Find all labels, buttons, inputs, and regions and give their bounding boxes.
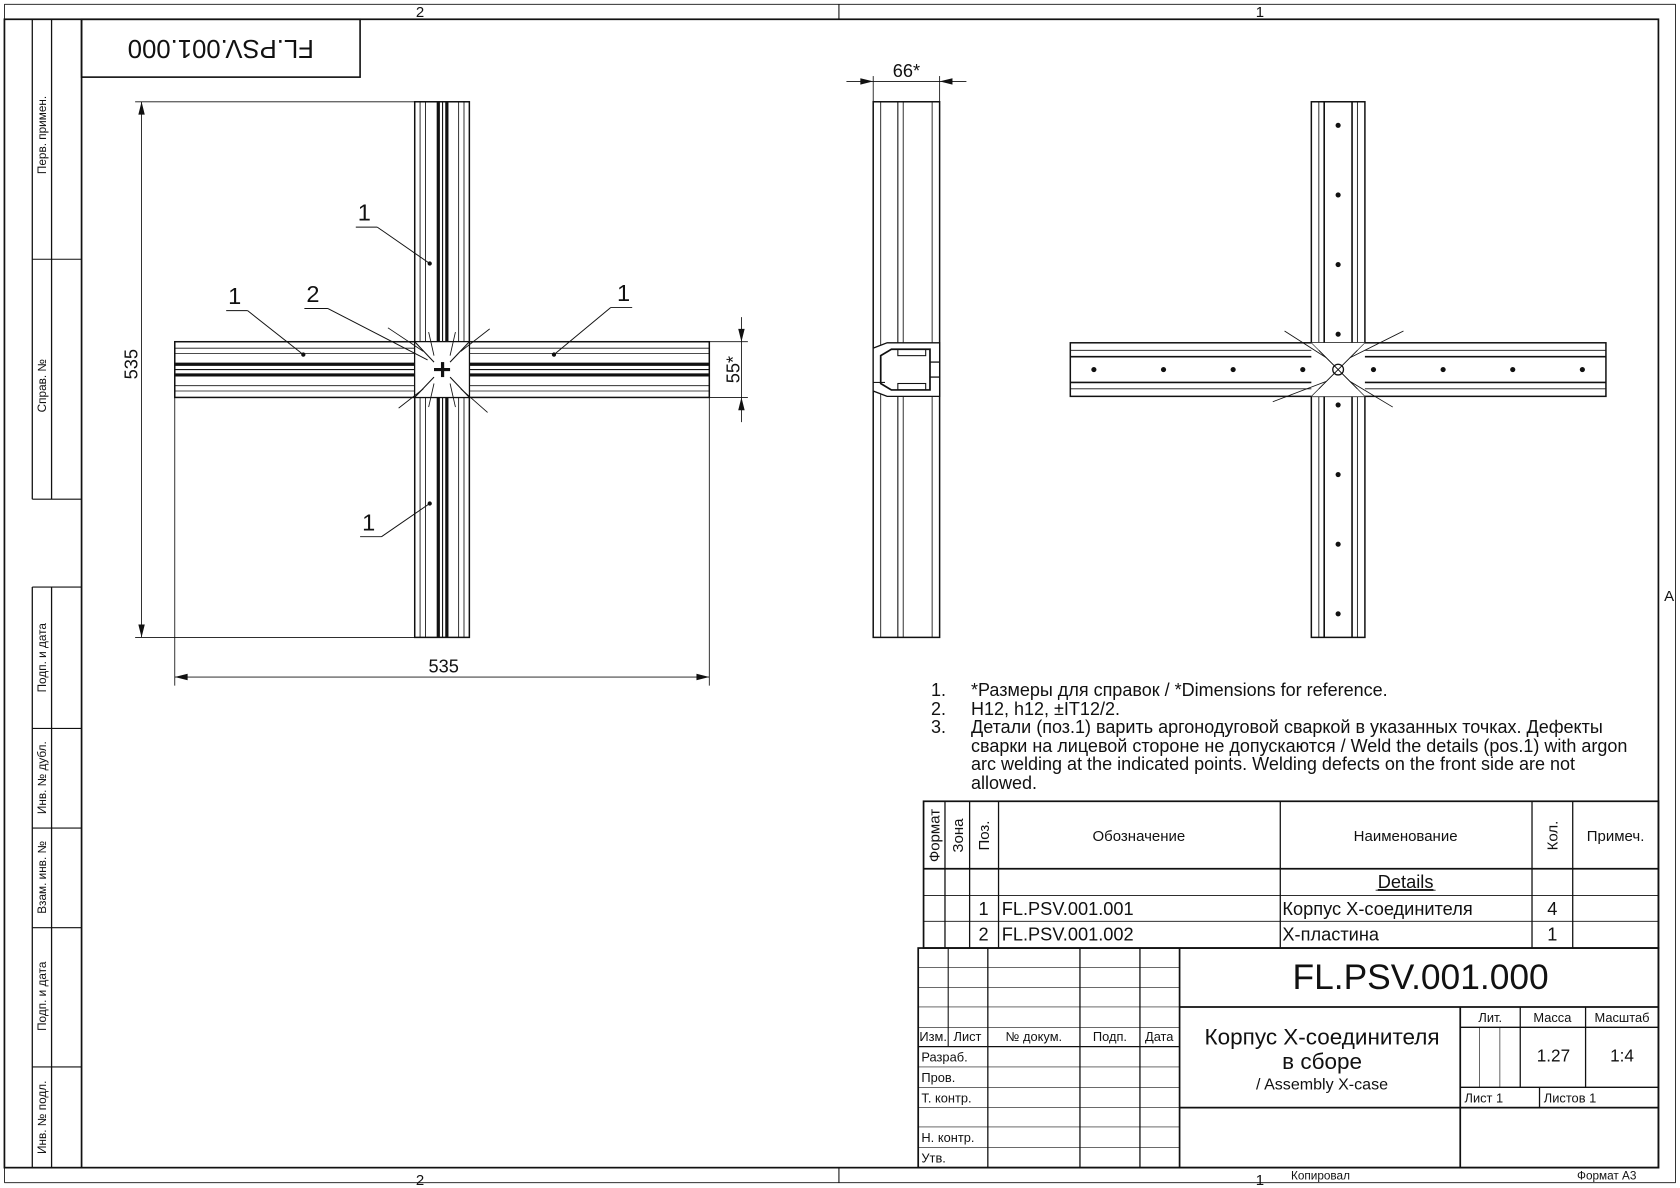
technical-notes bbox=[931, 681, 1631, 792]
rotated-code-box bbox=[82, 19, 361, 77]
spec-header-note: Примеч. bbox=[1586, 827, 1645, 845]
tb-title-en: / Assembly X-case bbox=[1256, 1075, 1389, 1094]
spec-row bbox=[978, 899, 1557, 919]
zone-bottom-1: 1 bbox=[1255, 1171, 1265, 1188]
tb-lit-label: Лит. bbox=[1478, 1009, 1503, 1025]
note-item bbox=[931, 681, 1631, 700]
tb-prov: Пров. bbox=[921, 1069, 956, 1085]
label-inv-dubl: Инв. № дубл. bbox=[36, 741, 50, 815]
label-sprav-no: Справ. № bbox=[36, 358, 50, 413]
label-perv-primen: Перв. примен. bbox=[36, 95, 50, 175]
tb-title-line2: в сборе bbox=[1282, 1049, 1362, 1075]
spec-row-2-designation: FL.PSV.001.002 bbox=[1001, 924, 1134, 945]
dim-side-66: 66* bbox=[892, 61, 921, 82]
tb-razrab: Разраб. bbox=[921, 1049, 968, 1065]
callout-1-bottom: 1 bbox=[362, 509, 376, 536]
front-view bbox=[135, 102, 748, 686]
tb-col-izm: Изм. bbox=[919, 1029, 947, 1045]
callout-1-left: 1 bbox=[228, 283, 242, 310]
spec-row-2-name: X-пластина bbox=[1282, 924, 1380, 945]
left-strip-labels bbox=[36, 96, 49, 1154]
rear-view bbox=[1070, 102, 1606, 638]
dim-height-535: 535 bbox=[121, 349, 142, 380]
tb-col-podp: Подп. bbox=[1092, 1029, 1128, 1045]
spec-headers bbox=[927, 809, 1645, 862]
note-2-number: 2. bbox=[931, 698, 947, 719]
label-inv-podl: Инв. № подл. bbox=[36, 1080, 50, 1154]
note-item bbox=[931, 718, 1631, 792]
tb-utv: Утв. bbox=[921, 1150, 946, 1166]
spec-header-designation: Обозначение bbox=[1092, 827, 1186, 845]
label-vzam-inv: Взам. инв. № bbox=[36, 840, 50, 914]
spec-row-2-qty: 1 bbox=[1547, 924, 1558, 945]
spec-row bbox=[978, 925, 1557, 945]
tb-col-data: Дата bbox=[1145, 1029, 1174, 1045]
label-podp-data-1: Подп. и дата bbox=[36, 623, 50, 693]
side-profile-section bbox=[873, 343, 939, 397]
spec-header-format: Формат bbox=[926, 808, 944, 863]
tb-mass-label: Масса bbox=[1533, 1009, 1572, 1025]
tb-scale-value: 1:4 bbox=[1610, 1045, 1634, 1066]
spec-row-1-qty: 4 bbox=[1547, 898, 1558, 919]
zone-right-a: A bbox=[1664, 587, 1675, 605]
zone-top-1: 1 bbox=[1255, 4, 1265, 22]
callout-1-right: 1 bbox=[617, 280, 631, 307]
label-podp-data-2: Подп. и дата bbox=[36, 961, 50, 1031]
callout-1-top: 1 bbox=[357, 199, 371, 226]
spec-header-qty: Кол. bbox=[1544, 820, 1562, 851]
tb-col-list: Лист bbox=[953, 1029, 982, 1045]
spec-header-pos: Поз. bbox=[975, 820, 993, 851]
spec-row-2-pos: 2 bbox=[978, 924, 989, 945]
note-1-number: 1. bbox=[931, 680, 947, 700]
tb-sheets: Листов 1 bbox=[1543, 1090, 1597, 1106]
note-1-text: *Размеры для справок / *Dimensions for reference. bbox=[971, 680, 1388, 700]
spec-section-details: Details bbox=[1377, 872, 1434, 893]
callout-2: 2 bbox=[306, 281, 320, 308]
tb-col-dokum: № докум. bbox=[1005, 1029, 1063, 1045]
tb-scale-label: Масштаб bbox=[1594, 1009, 1650, 1025]
note-3-number: 3. bbox=[931, 717, 947, 737]
dim-bar-55: 55* bbox=[723, 355, 744, 384]
tb-n-kontr: Н. контр. bbox=[921, 1129, 975, 1145]
spec-header-zone: Зона bbox=[950, 818, 968, 853]
drawing-frame bbox=[4, 4, 1675, 1182]
spec-header-name: Наименование bbox=[1353, 827, 1458, 845]
spec-row-1-designation: FL.PSV.001.001 bbox=[1001, 898, 1134, 919]
tb-mass-value: 1.27 bbox=[1536, 1045, 1571, 1066]
frame-kopiroval: Копировал bbox=[1290, 1169, 1350, 1183]
spec-row-1-pos: 1 bbox=[978, 898, 989, 919]
zone-top-2: 2 bbox=[415, 4, 425, 22]
note-item bbox=[931, 700, 1631, 719]
tb-t-kontr: Т. контр. bbox=[921, 1090, 972, 1106]
rotated-code: FL.PSV.001.000 bbox=[127, 34, 314, 63]
spec-row-1-name: Корпус X-соединителя bbox=[1282, 898, 1473, 919]
tb-title-line1: Корпус X-соединителя bbox=[1204, 1024, 1440, 1050]
dim-width-535: 535 bbox=[428, 656, 459, 677]
frame-format: Формат А3 bbox=[1577, 1169, 1637, 1183]
note-2-text: H12, h12, ±IT12/2. bbox=[971, 698, 1120, 719]
zone-bottom-2: 2 bbox=[415, 1171, 425, 1188]
side-view bbox=[846, 76, 966, 637]
note-3-text: Детали (поз.1) варить аргонодуговой сваркой в указанных точках. Дефекты сварки на лицевой стороне не допускаются / Weld the details (pos.1) with argon arc welding at the indicated points. Welding defects on the front side are not allowed. bbox=[971, 717, 1628, 793]
tb-sheet: Лист 1 bbox=[1464, 1090, 1504, 1106]
tb-drawing-code: FL.PSV.001.000 bbox=[1292, 957, 1549, 997]
